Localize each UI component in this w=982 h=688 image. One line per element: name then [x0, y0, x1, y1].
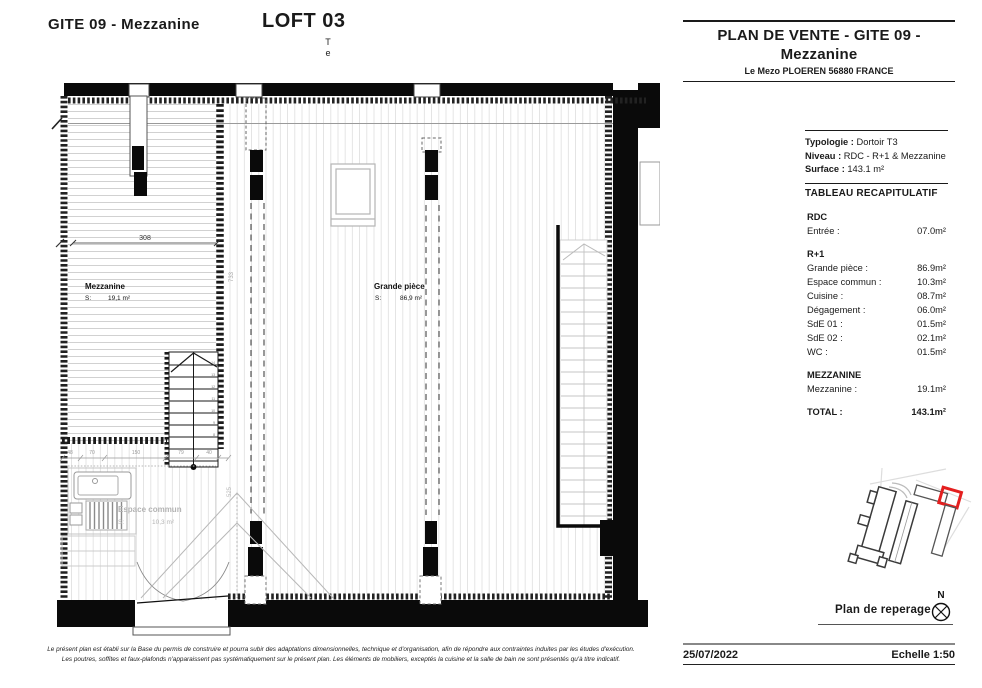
panel-address: Le Mezo PLOEREN 56880 FRANCE: [744, 66, 894, 76]
recap-section-rdc: RDC Entrée : 07.0m²: [807, 212, 946, 236]
minimap-caption: Plan de reperage: [835, 604, 931, 616]
compass: [929, 588, 953, 624]
recap-section-r1: R+1 Grande pièce : 86.9m² Espace commun : 10.3m² Cuisine : 08.7m² Dégagement : 06.0m² SdE 01 : 01.5m² SdE 02 : 02.1m² WC : 01.5m²: [807, 249, 946, 357]
recap-row: SdE 01 : 01.5m²: [807, 319, 946, 329]
compass-north-label: N: [937, 590, 945, 601]
typology-block: [805, 130, 948, 184]
recap-row: Espace commun : 10.3m²: [807, 277, 946, 287]
recap-table: [807, 210, 946, 419]
recap-row: WC : 01.5m²: [807, 347, 946, 357]
plan-date: 25/07/2022: [683, 648, 739, 661]
minimap-right-bar: [931, 505, 955, 556]
svg-text:14: 14: [211, 361, 215, 365]
info-panel: [683, 0, 955, 688]
panel-header: [683, 20, 955, 82]
panel-title-line1: PLAN DE VENTE - GITE 09 -: [717, 27, 921, 44]
recap-section-mezzanine: MEZZANINE Mezzanine : 19.1m²: [807, 370, 946, 394]
recap-row: Entrée : 07.0m²: [807, 226, 946, 236]
floor-plan-drawing: [30, 80, 660, 645]
panel-title-line2: Mezzanine: [780, 46, 858, 63]
recap-row: Grande pièce : 86.9m²: [807, 263, 946, 273]
typology-row: Surface : 143.1 m²: [805, 164, 885, 174]
svg-text:48: 48: [67, 450, 73, 456]
plan-scale: Echelle 1:50: [891, 648, 955, 661]
svg-text:8: 8: [213, 433, 215, 437]
svg-text:S:: S:: [375, 295, 382, 302]
svg-text:150: 150: [131, 450, 141, 456]
dimension-525: 525: [227, 486, 233, 498]
main-floor-planks: [224, 104, 612, 596]
typology-row: Typologie : Dortoir T3: [805, 137, 898, 147]
svg-text:Espace commun: Espace commun: [118, 505, 182, 514]
minimap-upper-wing: [914, 480, 962, 508]
svg-text:11: 11: [211, 397, 215, 401]
recap-row: Cuisine : 08.7m²: [807, 291, 946, 301]
recap-table-title: TABLEAU RECAPITULATIF: [805, 188, 938, 199]
legal-disclaimer: [38, 645, 644, 664]
skylight-window: [331, 164, 375, 226]
typology-row: Niveau : RDC - R+1 & Mezzanine: [805, 150, 946, 161]
svg-text:86,9 m²: 86,9 m²: [400, 295, 423, 302]
svg-text:40: 40: [206, 450, 212, 456]
recap-total-row: TOTAL : 143.1m²: [807, 407, 946, 417]
disclaimer-line-2: Les poutres, soffites et faux-plafonds n'apparaissent pas systématiquement sur le présent plan. Les éléments de mobiliers, exceptés la cuisine et la salle de bain ne sont présentés qu'à titre indicatif.: [61, 655, 621, 663]
location-minimap: [830, 462, 976, 594]
recap-row: Dégagement : 06.0m²: [807, 305, 946, 315]
svg-text:70: 70: [89, 450, 95, 456]
vertical-letter-e: e: [325, 48, 331, 58]
recap-row: Mezzanine : 19.1m²: [807, 384, 946, 394]
dimension-733: 733: [229, 271, 235, 283]
svg-text:19,1 m²: 19,1 m²: [108, 295, 131, 302]
vertical-letters: [323, 37, 333, 59]
recap-row: SdE 02 : 02.1m²: [807, 333, 946, 343]
drawing-title: GITE 09 - Mezzanine: [48, 16, 200, 33]
map-divider-rule: [818, 624, 953, 625]
date-scale-bar: [683, 643, 955, 665]
right-staircase: [558, 225, 612, 526]
svg-text:10: 10: [211, 409, 215, 413]
loft-label: LOFT 03: [262, 10, 346, 32]
svg-text:13: 13: [211, 373, 215, 377]
svg-text:S:: S:: [85, 295, 92, 302]
svg-text:Mezzanine: Mezzanine: [85, 282, 126, 291]
svg-text:308: 308: [139, 235, 151, 242]
minimap-buildings: [847, 484, 919, 575]
vertical-letter-t: T: [325, 37, 331, 47]
svg-text:9: 9: [213, 421, 215, 425]
svg-text:10,3 m²: 10,3 m²: [152, 519, 175, 526]
disclaimer-line-1: Le présent plan est établi sur la Base du permis de construire et pourra subir des adaptations dimensionnelles, technique et d'organisation, afin de répondre aux contraintes induites par les études d'exécution.: [47, 646, 635, 653]
svg-text:S:: S:: [118, 519, 125, 526]
svg-text:79: 79: [178, 450, 184, 456]
svg-text:Grande pièce: Grande pièce: [374, 282, 425, 291]
svg-text:12: 12: [211, 385, 215, 389]
